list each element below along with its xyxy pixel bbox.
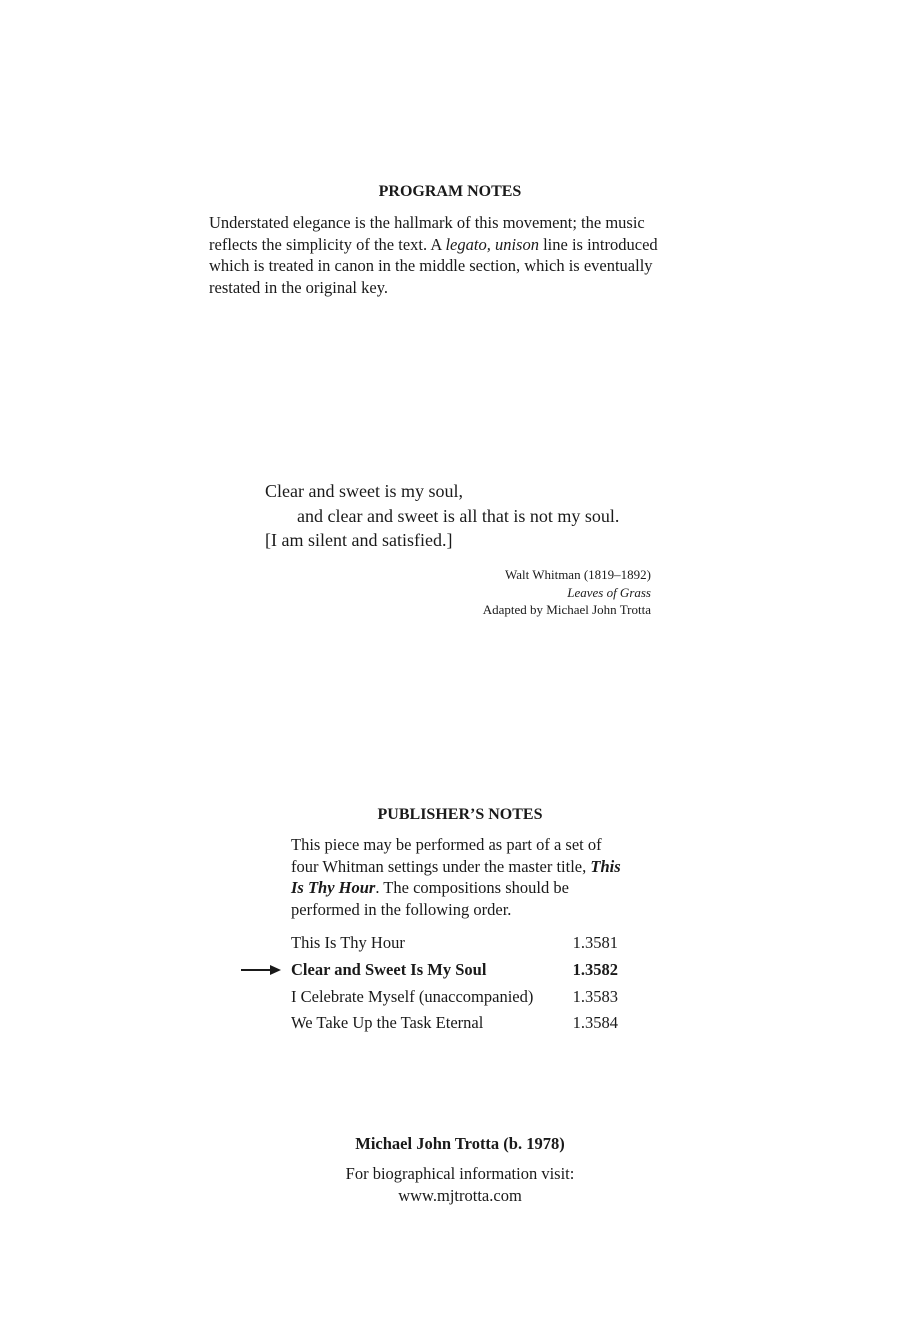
publishers-notes-text-start: This piece may be performed as part of a set of four Whitman settings under the master title, — [291, 835, 602, 876]
publishers-notes-heading: PUBLISHER’S NOTES — [377, 806, 543, 823]
unison-term: unison — [494, 234, 539, 254]
bio-label: For biographical information visit: — [345, 1164, 575, 1183]
poem-line-3: [I am silent and satisfied.] — [265, 530, 453, 550]
piece-number: 1.3583 — [572, 987, 618, 1006]
poem-line-1: Clear and sweet is my soul, — [265, 481, 463, 501]
program-notes-heading: PROGRAM NOTES — [378, 183, 522, 200]
poem-line-2: and clear and sweet is all that is not my soul. — [297, 506, 620, 526]
composer-website-link[interactable]: www.mjtrotta.com — [398, 1186, 522, 1205]
piece-title: This Is Thy Hour — [291, 933, 405, 952]
publishers-notes-text — [291, 834, 631, 920]
piece-row — [291, 1013, 618, 1039]
program-notes-text-end: line is introduced which is treated in canon in the middle section, which is eventually restated in the original key. — [209, 234, 658, 297]
publishers-notes-text-end: . The compositions should be performed in the following order. — [291, 878, 569, 919]
composer-name: Michael John Trotta (b. 1978) — [355, 1134, 565, 1153]
piece-title: I Celebrate Myself (unaccompanied) — [291, 987, 534, 1006]
piece-row — [291, 933, 618, 959]
piece-number: 1.3584 — [572, 1013, 618, 1032]
program-notes-text — [209, 212, 694, 298]
attribution-adapted: Adapted by Michael John Trotta — [482, 602, 651, 617]
piece-number: 1.3581 — [572, 933, 618, 952]
attribution-source: Leaves of Grass — [567, 584, 651, 600]
piece-number: 1.3582 — [572, 960, 618, 979]
piece-title: Clear and Sweet Is My Soul — [291, 960, 487, 979]
legato-term: legato, — [445, 234, 491, 254]
poem-attribution — [400, 566, 651, 619]
program-notes-text-start: Understated elegance is the hallmark of this movement; the music reflects the simplicity of the text. A — [209, 213, 645, 254]
piece-row-current — [291, 960, 618, 986]
arrow-right-icon — [240, 963, 282, 977]
master-title: This Is Thy Hour — [291, 856, 621, 897]
piece-row — [291, 987, 618, 1013]
attribution-author: Walt Whitman (1819–1892) — [504, 567, 651, 582]
piece-title: We Take Up the Task Eternal — [291, 1013, 484, 1032]
